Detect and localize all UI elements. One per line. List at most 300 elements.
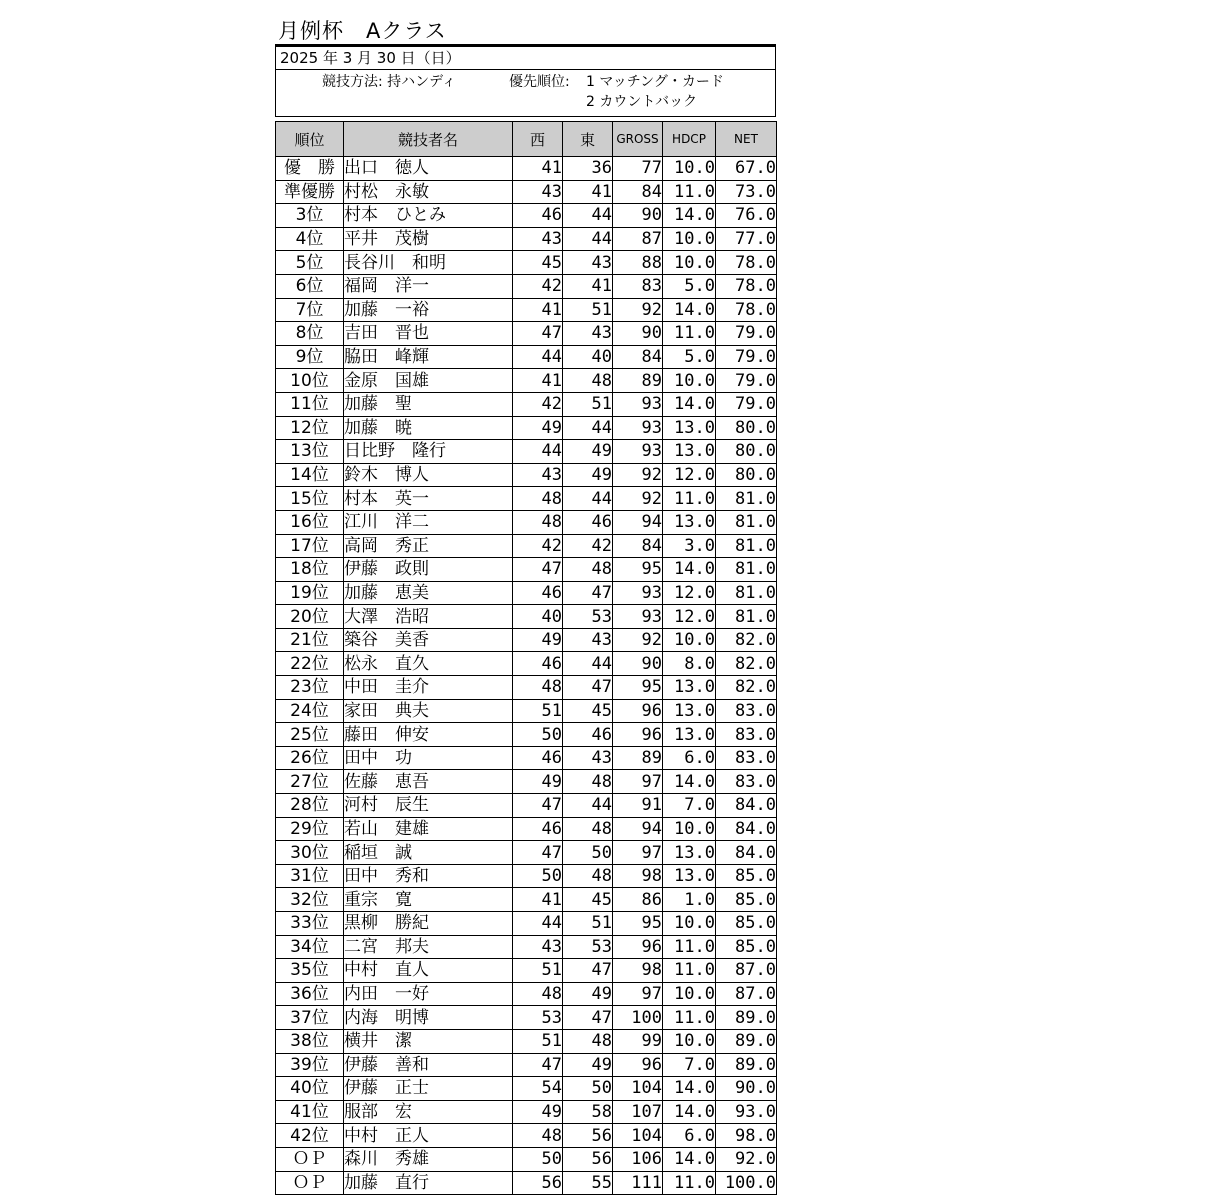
net-score-cell: 77.0 xyxy=(716,227,777,251)
handicap-cell: 6.0 xyxy=(663,746,716,770)
net-score-cell: 81.0 xyxy=(716,487,777,511)
handicap-cell: 14.0 xyxy=(663,1100,716,1124)
net-score-cell: 89.0 xyxy=(716,1029,777,1053)
table-row xyxy=(276,534,777,558)
handicap-cell: 14.0 xyxy=(663,298,716,322)
rank-cell: 4位 xyxy=(276,227,344,251)
net-score-cell: 84.0 xyxy=(716,841,777,865)
gross-score-cell: 97 xyxy=(613,841,663,865)
gross-score-cell: 93 xyxy=(613,581,663,605)
west-score-cell: 41 xyxy=(513,369,563,393)
handicap-cell: 10.0 xyxy=(663,157,716,181)
net-score-cell: 81.0 xyxy=(716,605,777,629)
player-name-cell: 服部 宏 xyxy=(344,1100,513,1124)
east-score-cell: 45 xyxy=(563,699,613,723)
handicap-cell: 5.0 xyxy=(663,274,716,298)
col-header-west: 西 xyxy=(513,122,563,157)
player-name-cell: 内海 明博 xyxy=(344,1006,513,1030)
gross-score-cell: 93 xyxy=(613,605,663,629)
handicap-cell: 11.0 xyxy=(663,487,716,511)
gross-score-cell: 92 xyxy=(613,628,663,652)
net-score-cell: 84.0 xyxy=(716,794,777,818)
player-name-cell: 平井 茂樹 xyxy=(344,227,513,251)
east-score-cell: 51 xyxy=(563,298,613,322)
handicap-cell: 13.0 xyxy=(663,723,716,747)
west-score-cell: 48 xyxy=(513,676,563,700)
table-row xyxy=(276,1147,777,1171)
player-name-cell: 二宮 邦夫 xyxy=(344,935,513,959)
col-header-rank: 順位 xyxy=(276,122,344,157)
gross-score-cell: 94 xyxy=(613,510,663,534)
net-score-cell: 83.0 xyxy=(716,699,777,723)
handicap-cell: 1.0 xyxy=(663,888,716,912)
gross-score-cell: 97 xyxy=(613,982,663,1006)
rank-cell: 30位 xyxy=(276,841,344,865)
results-sheet xyxy=(275,18,776,1195)
rank-cell: 8位 xyxy=(276,322,344,346)
gross-score-cell: 94 xyxy=(613,817,663,841)
net-score-cell: 80.0 xyxy=(716,416,777,440)
east-score-cell: 48 xyxy=(563,864,613,888)
west-score-cell: 51 xyxy=(513,699,563,723)
east-score-cell: 49 xyxy=(563,982,613,1006)
east-score-cell: 44 xyxy=(563,794,613,818)
col-header-hdcp: HDCP xyxy=(663,122,716,157)
east-score-cell: 42 xyxy=(563,534,613,558)
handicap-cell: 14.0 xyxy=(663,204,716,228)
west-score-cell: 51 xyxy=(513,1029,563,1053)
net-score-cell: 78.0 xyxy=(716,298,777,322)
rank-cell: 40位 xyxy=(276,1077,344,1101)
handicap-cell: 6.0 xyxy=(663,1124,716,1148)
net-score-cell: 84.0 xyxy=(716,817,777,841)
handicap-cell: 5.0 xyxy=(663,345,716,369)
gross-score-cell: 98 xyxy=(613,864,663,888)
east-score-cell: 41 xyxy=(563,274,613,298)
west-score-cell: 46 xyxy=(513,817,563,841)
table-row xyxy=(276,1100,777,1124)
rank-cell: 23位 xyxy=(276,676,344,700)
net-score-cell: 76.0 xyxy=(716,204,777,228)
handicap-cell: 14.0 xyxy=(663,770,716,794)
table-row xyxy=(276,982,777,1006)
west-score-cell: 50 xyxy=(513,723,563,747)
table-row xyxy=(276,770,777,794)
player-name-cell: 藤田 伸安 xyxy=(344,723,513,747)
gross-score-cell: 96 xyxy=(613,935,663,959)
table-row xyxy=(276,274,777,298)
handicap-cell: 11.0 xyxy=(663,935,716,959)
gross-score-cell: 87 xyxy=(613,227,663,251)
net-score-cell: 83.0 xyxy=(716,746,777,770)
table-row xyxy=(276,817,777,841)
table-row xyxy=(276,1053,777,1077)
net-score-cell: 80.0 xyxy=(716,463,777,487)
player-name-cell: 内田 一好 xyxy=(344,982,513,1006)
east-score-cell: 53 xyxy=(563,605,613,629)
west-score-cell: 50 xyxy=(513,1147,563,1171)
west-score-cell: 43 xyxy=(513,180,563,204)
rank-cell: 16位 xyxy=(276,510,344,534)
west-score-cell: 42 xyxy=(513,534,563,558)
net-score-cell: 81.0 xyxy=(716,581,777,605)
handicap-cell: 7.0 xyxy=(663,794,716,818)
table-row xyxy=(276,628,777,652)
east-score-cell: 44 xyxy=(563,416,613,440)
gross-score-cell: 84 xyxy=(613,180,663,204)
rank-cell: 26位 xyxy=(276,746,344,770)
west-score-cell: 48 xyxy=(513,982,563,1006)
table-row xyxy=(276,652,777,676)
rank-cell: 9位 xyxy=(276,345,344,369)
table-row xyxy=(276,912,777,936)
east-score-cell: 43 xyxy=(563,251,613,275)
page-title: 月例杯 Aクラス xyxy=(275,18,776,47)
player-name-cell: 大澤 浩昭 xyxy=(344,605,513,629)
handicap-cell: 12.0 xyxy=(663,463,716,487)
east-score-cell: 49 xyxy=(563,1053,613,1077)
handicap-cell: 13.0 xyxy=(663,676,716,700)
table-row xyxy=(276,746,777,770)
west-score-cell: 49 xyxy=(513,416,563,440)
east-score-cell: 47 xyxy=(563,1006,613,1030)
west-score-cell: 42 xyxy=(513,392,563,416)
table-row xyxy=(276,463,777,487)
east-score-cell: 50 xyxy=(563,841,613,865)
gross-score-cell: 90 xyxy=(613,204,663,228)
gross-score-cell: 100 xyxy=(613,1006,663,1030)
west-score-cell: 48 xyxy=(513,487,563,511)
west-score-cell: 43 xyxy=(513,463,563,487)
handicap-cell: 8.0 xyxy=(663,652,716,676)
gross-score-cell: 93 xyxy=(613,440,663,464)
table-row xyxy=(276,416,777,440)
rank-cell: 13位 xyxy=(276,440,344,464)
col-header-east: 東 xyxy=(563,122,613,157)
west-score-cell: 41 xyxy=(513,157,563,181)
rank-cell: ＯＰ xyxy=(276,1147,344,1171)
event-date: 2025 年 3 月 30 日（日） xyxy=(275,47,776,69)
rank-cell: 14位 xyxy=(276,463,344,487)
east-score-cell: 47 xyxy=(563,676,613,700)
player-name-cell: 森川 秀雄 xyxy=(344,1147,513,1171)
handicap-cell: 14.0 xyxy=(663,1077,716,1101)
table-row xyxy=(276,581,777,605)
table-row xyxy=(276,794,777,818)
rank-cell: 20位 xyxy=(276,605,344,629)
gross-score-cell: 93 xyxy=(613,392,663,416)
east-score-cell: 48 xyxy=(563,770,613,794)
player-name-cell: 吉田 晋也 xyxy=(344,322,513,346)
handicap-cell: 14.0 xyxy=(663,558,716,582)
rank-cell: 19位 xyxy=(276,581,344,605)
handicap-cell: 10.0 xyxy=(663,912,716,936)
west-score-cell: 46 xyxy=(513,746,563,770)
net-score-cell: 85.0 xyxy=(716,935,777,959)
net-score-cell: 90.0 xyxy=(716,1077,777,1101)
gross-score-cell: 104 xyxy=(613,1077,663,1101)
table-row xyxy=(276,888,777,912)
west-score-cell: 43 xyxy=(513,935,563,959)
gross-score-cell: 93 xyxy=(613,416,663,440)
player-name-cell: 伊藤 善和 xyxy=(344,1053,513,1077)
net-score-cell: 83.0 xyxy=(716,723,777,747)
rank-cell: 11位 xyxy=(276,392,344,416)
gross-score-cell: 96 xyxy=(613,699,663,723)
gross-score-cell: 97 xyxy=(613,770,663,794)
net-score-cell: 81.0 xyxy=(716,510,777,534)
col-header-net: NET xyxy=(716,122,777,157)
net-score-cell: 79.0 xyxy=(716,322,777,346)
table-row xyxy=(276,841,777,865)
rank-cell: 35位 xyxy=(276,959,344,983)
results-table xyxy=(275,121,777,1195)
net-score-cell: 73.0 xyxy=(716,180,777,204)
table-row xyxy=(276,935,777,959)
player-name-cell: 高岡 秀正 xyxy=(344,534,513,558)
west-score-cell: 46 xyxy=(513,581,563,605)
west-score-cell: 40 xyxy=(513,605,563,629)
east-score-cell: 36 xyxy=(563,157,613,181)
west-score-cell: 48 xyxy=(513,1124,563,1148)
east-score-cell: 44 xyxy=(563,227,613,251)
rank-cell: 10位 xyxy=(276,369,344,393)
table-row xyxy=(276,204,777,228)
gross-score-cell: 107 xyxy=(613,1100,663,1124)
east-score-cell: 43 xyxy=(563,746,613,770)
rank-cell: 37位 xyxy=(276,1006,344,1030)
player-name-cell: 金原 国雄 xyxy=(344,369,513,393)
net-score-cell: 85.0 xyxy=(716,888,777,912)
handicap-cell: 10.0 xyxy=(663,227,716,251)
player-name-cell: 脇田 峰輝 xyxy=(344,345,513,369)
player-name-cell: 加藤 恵美 xyxy=(344,581,513,605)
handicap-cell: 10.0 xyxy=(663,251,716,275)
gross-score-cell: 90 xyxy=(613,652,663,676)
gross-score-cell: 86 xyxy=(613,888,663,912)
rules-box xyxy=(275,69,776,117)
gross-score-cell: 96 xyxy=(613,1053,663,1077)
player-name-cell: 加藤 聖 xyxy=(344,392,513,416)
gross-score-cell: 88 xyxy=(613,251,663,275)
east-score-cell: 51 xyxy=(563,912,613,936)
handicap-cell: 12.0 xyxy=(663,605,716,629)
net-score-cell: 93.0 xyxy=(716,1100,777,1124)
rank-cell: 28位 xyxy=(276,794,344,818)
east-score-cell: 58 xyxy=(563,1100,613,1124)
east-score-cell: 47 xyxy=(563,581,613,605)
west-score-cell: 47 xyxy=(513,1053,563,1077)
net-score-cell: 87.0 xyxy=(716,959,777,983)
rank-cell: 7位 xyxy=(276,298,344,322)
rank-cell: 41位 xyxy=(276,1100,344,1124)
gross-score-cell: 95 xyxy=(613,558,663,582)
east-score-cell: 56 xyxy=(563,1147,613,1171)
table-row xyxy=(276,1029,777,1053)
table-row xyxy=(276,723,777,747)
east-score-cell: 43 xyxy=(563,628,613,652)
rank-cell: 17位 xyxy=(276,534,344,558)
player-name-cell: 伊藤 正士 xyxy=(344,1077,513,1101)
east-score-cell: 43 xyxy=(563,322,613,346)
gross-score-cell: 106 xyxy=(613,1147,663,1171)
east-score-cell: 41 xyxy=(563,180,613,204)
rank-cell: 15位 xyxy=(276,487,344,511)
handicap-cell: 10.0 xyxy=(663,817,716,841)
handicap-cell: 13.0 xyxy=(663,864,716,888)
net-score-cell: 81.0 xyxy=(716,534,777,558)
rank-cell: 5位 xyxy=(276,251,344,275)
net-score-cell: 81.0 xyxy=(716,558,777,582)
gross-score-cell: 92 xyxy=(613,298,663,322)
net-score-cell: 98.0 xyxy=(716,1124,777,1148)
table-row xyxy=(276,676,777,700)
net-score-cell: 83.0 xyxy=(716,770,777,794)
table-row xyxy=(276,440,777,464)
handicap-cell: 11.0 xyxy=(663,959,716,983)
player-name-cell: 中村 正人 xyxy=(344,1124,513,1148)
player-name-cell: 江川 洋二 xyxy=(344,510,513,534)
rank-cell: 38位 xyxy=(276,1029,344,1053)
east-score-cell: 49 xyxy=(563,440,613,464)
handicap-cell: 13.0 xyxy=(663,440,716,464)
player-name-cell: 福岡 洋一 xyxy=(344,274,513,298)
rank-cell: 6位 xyxy=(276,274,344,298)
col-header-name: 競技者名 xyxy=(344,122,513,157)
net-score-cell: 80.0 xyxy=(716,440,777,464)
gross-score-cell: 96 xyxy=(613,723,663,747)
west-score-cell: 44 xyxy=(513,912,563,936)
west-score-cell: 43 xyxy=(513,227,563,251)
table-row xyxy=(276,510,777,534)
table-row xyxy=(276,251,777,275)
rank-cell: 12位 xyxy=(276,416,344,440)
table-row xyxy=(276,157,777,181)
rank-cell: 33位 xyxy=(276,912,344,936)
table-row xyxy=(276,392,777,416)
net-score-cell: 92.0 xyxy=(716,1147,777,1171)
west-score-cell: 46 xyxy=(513,204,563,228)
table-row xyxy=(276,322,777,346)
net-score-cell: 82.0 xyxy=(716,676,777,700)
gross-score-cell: 95 xyxy=(613,676,663,700)
priority-item-1: 1 マッチング・カード xyxy=(586,74,724,90)
east-score-cell: 44 xyxy=(563,487,613,511)
player-name-cell: 家田 典夫 xyxy=(344,699,513,723)
west-score-cell: 47 xyxy=(513,794,563,818)
table-row xyxy=(276,1006,777,1030)
east-score-cell: 44 xyxy=(563,652,613,676)
handicap-cell: 10.0 xyxy=(663,1029,716,1053)
gross-score-cell: 92 xyxy=(613,463,663,487)
rank-cell: 34位 xyxy=(276,935,344,959)
east-score-cell: 46 xyxy=(563,510,613,534)
handicap-cell: 11.0 xyxy=(663,1006,716,1030)
gross-score-cell: 89 xyxy=(613,369,663,393)
net-score-cell: 85.0 xyxy=(716,912,777,936)
player-name-cell: 黒柳 勝紀 xyxy=(344,912,513,936)
gross-score-cell: 83 xyxy=(613,274,663,298)
west-score-cell: 42 xyxy=(513,274,563,298)
west-score-cell: 53 xyxy=(513,1006,563,1030)
gross-score-cell: 77 xyxy=(613,157,663,181)
west-score-cell: 51 xyxy=(513,959,563,983)
player-name-cell: 伊藤 政則 xyxy=(344,558,513,582)
player-name-cell: 村本 英一 xyxy=(344,487,513,511)
player-name-cell: 加藤 一裕 xyxy=(344,298,513,322)
handicap-cell: 13.0 xyxy=(663,699,716,723)
table-row xyxy=(276,959,777,983)
player-name-cell: 築谷 美香 xyxy=(344,628,513,652)
net-score-cell: 79.0 xyxy=(716,392,777,416)
east-score-cell: 44 xyxy=(563,204,613,228)
net-score-cell: 82.0 xyxy=(716,652,777,676)
rank-cell: 25位 xyxy=(276,723,344,747)
player-name-cell: 河村 辰生 xyxy=(344,794,513,818)
handicap-cell: 11.0 xyxy=(663,1171,716,1195)
table-row xyxy=(276,1077,777,1101)
gross-score-cell: 111 xyxy=(613,1171,663,1195)
net-score-cell: 82.0 xyxy=(716,628,777,652)
table-row xyxy=(276,180,777,204)
east-score-cell: 51 xyxy=(563,392,613,416)
east-score-cell: 50 xyxy=(563,1077,613,1101)
west-score-cell: 54 xyxy=(513,1077,563,1101)
priority-label: 優先順位: xyxy=(509,74,570,90)
table-row xyxy=(276,1171,777,1195)
west-score-cell: 49 xyxy=(513,1100,563,1124)
handicap-cell: 13.0 xyxy=(663,841,716,865)
handicap-cell: 10.0 xyxy=(663,369,716,393)
player-name-cell: 中田 圭介 xyxy=(344,676,513,700)
method-label: 競技方法: 持ハンディ xyxy=(322,74,457,90)
west-score-cell: 50 xyxy=(513,864,563,888)
east-score-cell: 49 xyxy=(563,463,613,487)
rank-cell: 39位 xyxy=(276,1053,344,1077)
player-name-cell: 出口 徳人 xyxy=(344,157,513,181)
rank-cell: 31位 xyxy=(276,864,344,888)
rank-cell: 27位 xyxy=(276,770,344,794)
gross-score-cell: 104 xyxy=(613,1124,663,1148)
net-score-cell: 87.0 xyxy=(716,982,777,1006)
priority-item-2: 2 カウントバック xyxy=(586,94,698,110)
header-row xyxy=(276,122,777,157)
net-score-cell: 79.0 xyxy=(716,345,777,369)
rank-cell: 18位 xyxy=(276,558,344,582)
handicap-cell: 12.0 xyxy=(663,581,716,605)
rank-cell: 29位 xyxy=(276,817,344,841)
net-score-cell: 79.0 xyxy=(716,369,777,393)
east-score-cell: 46 xyxy=(563,723,613,747)
rank-cell: 42位 xyxy=(276,1124,344,1148)
table-row xyxy=(276,345,777,369)
player-name-cell: 若山 建雄 xyxy=(344,817,513,841)
west-score-cell: 46 xyxy=(513,652,563,676)
west-score-cell: 56 xyxy=(513,1171,563,1195)
player-name-cell: 松永 直久 xyxy=(344,652,513,676)
rank-cell: ＯＰ xyxy=(276,1171,344,1195)
rank-cell: 22位 xyxy=(276,652,344,676)
west-score-cell: 48 xyxy=(513,510,563,534)
player-name-cell: 日比野 隆行 xyxy=(344,440,513,464)
col-header-gross: GROSS xyxy=(613,122,663,157)
east-score-cell: 40 xyxy=(563,345,613,369)
player-name-cell: 村本 ひとみ xyxy=(344,204,513,228)
handicap-cell: 10.0 xyxy=(663,982,716,1006)
west-score-cell: 47 xyxy=(513,558,563,582)
player-name-cell: 加藤 暁 xyxy=(344,416,513,440)
net-score-cell: 85.0 xyxy=(716,864,777,888)
